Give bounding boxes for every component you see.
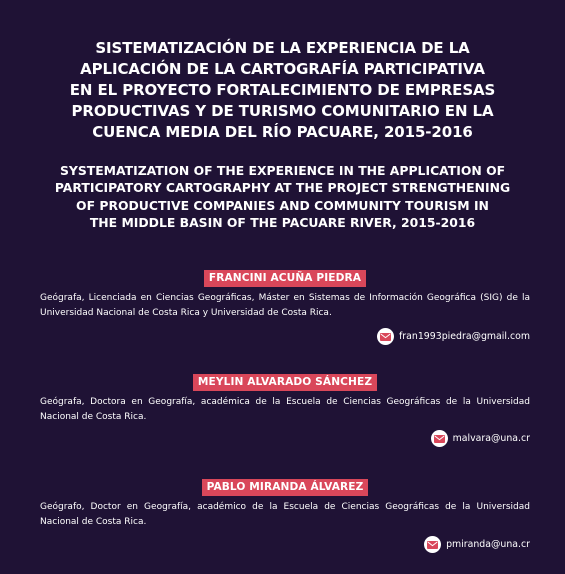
author-name-badge: PABLO MIRANDA ÁLVAREZ (202, 479, 369, 496)
spanish-title (40, 38, 525, 143)
author-email-link[interactable] (431, 430, 530, 447)
author-email-text: pmiranda@una.cr (446, 539, 530, 550)
english-title-line: OF PRODUCTIVE COMPANIES AND COMMUNITY TOURISM IN (76, 197, 489, 213)
author-email-text: malvara@una.cr (452, 433, 530, 444)
english-title-line: SYSTEMATIZATION OF THE EXPERIENCE IN THE APPLICATION OF (59, 163, 506, 178)
author-name-badge: MEYLIN ALVARADO SÁNCHEZ (193, 374, 377, 391)
spanish-title-line: PRODUCTIVAS Y DE TURISMO COMUNITARIO EN LA (71, 102, 494, 120)
english-title-line: THE MIDDLE BASIN OF THE PACUARE RIVER, 2015-2016 (89, 214, 476, 230)
author-name-wrap (40, 266, 530, 283)
spanish-title-line: EN EL PROYECTO FORTALECIMIENTO DE EMPRESAS (69, 81, 496, 99)
author-description: Geógrafo, Doctor en Geografía, académico de la Escuela de Ciencias Geográficas de la Universidad Nacional de Costa Rica. (40, 502, 530, 527)
author-name-wrap (40, 370, 530, 387)
author-email-link[interactable] (424, 536, 530, 553)
mail-icon (431, 430, 448, 447)
author-email-text: fran1993piedra@gmail.com (399, 331, 530, 342)
author-description: Geógrafa, Doctora en Geografía, académica de la Escuela de Ciencias Geográficas de la Universidad Nacional de Costa Rica. (40, 397, 530, 422)
spanish-title-line: CUENCA MEDIA DEL RÍO PACUARE, 2015-2016 (92, 123, 473, 141)
english-title-line: PARTICIPATORY CARTOGRAPHY AT THE PROJECT STRENGTHENING (54, 180, 511, 196)
spanish-title-line: SISTEMATIZACIÓN DE LA EXPERIENCIA DE LA (95, 39, 470, 57)
spanish-title-line: APLICACIÓN DE LA CARTOGRAFÍA PARTICIPATIVA (80, 60, 485, 78)
english-title (30, 162, 535, 231)
author-description: Geógrafa, Licenciada en Ciencias Geográficas, Máster en Sistemas de Información Geográfica (SIG) de la Universidad Nacional de Costa Rica y Universidad de Costa Rica. (40, 293, 530, 318)
author-name-wrap (40, 475, 530, 492)
mail-icon (424, 536, 441, 553)
author-card (40, 475, 530, 550)
author-card (40, 370, 530, 444)
mail-icon (377, 328, 394, 345)
author-email-link[interactable] (377, 328, 530, 345)
author-card (40, 266, 530, 342)
author-name-badge: FRANCINI ACUÑA PIEDRA (204, 270, 366, 287)
